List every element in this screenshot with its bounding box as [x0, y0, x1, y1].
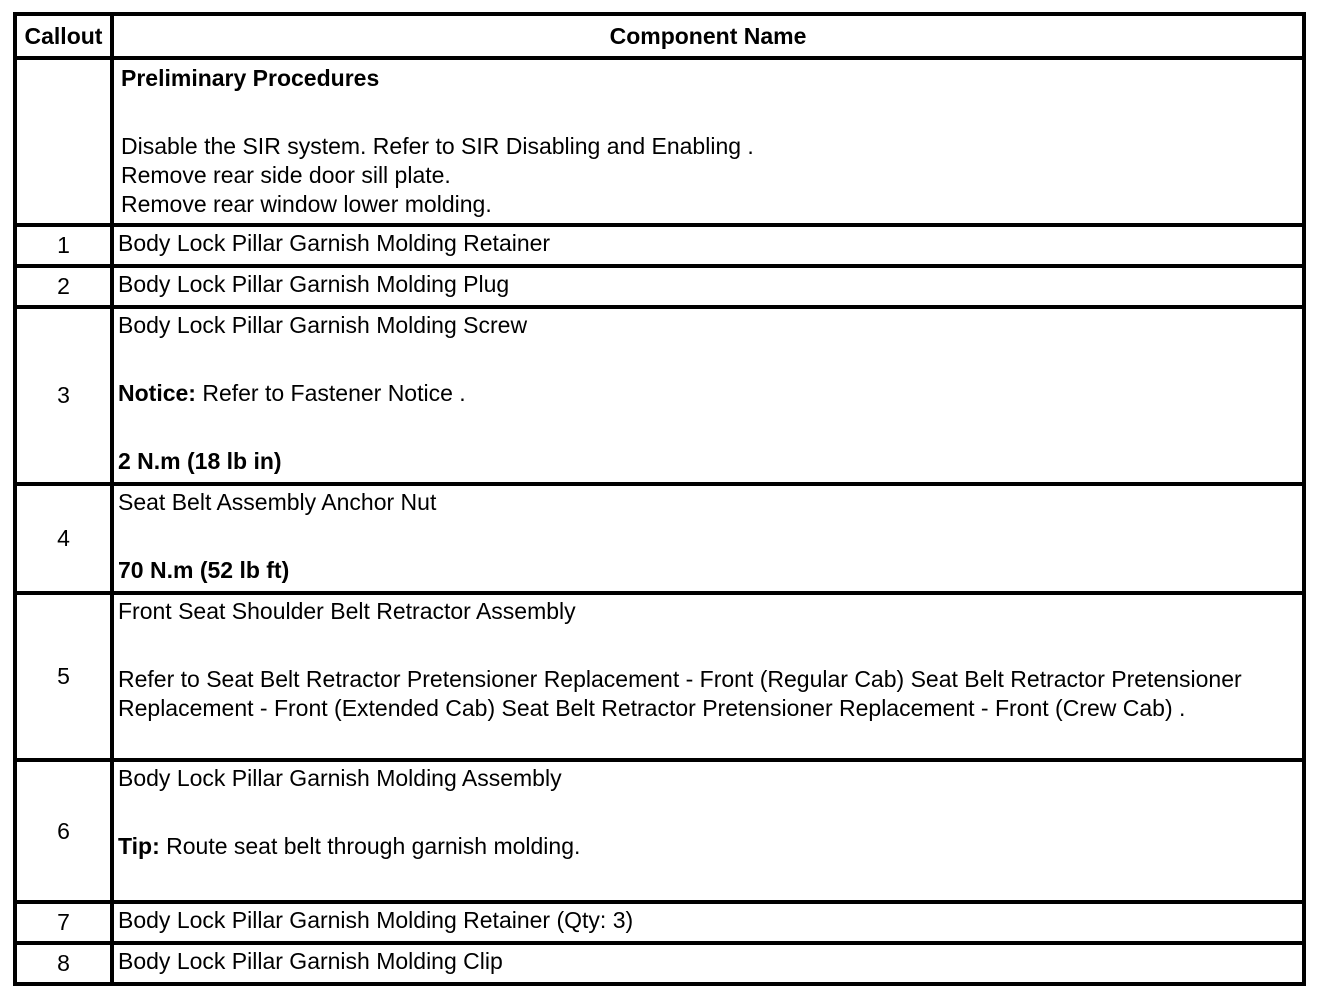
- callout-number: 4: [15, 484, 112, 593]
- component-cell: [112, 484, 1304, 593]
- callout-number: 5: [15, 593, 112, 760]
- callout-number: 3: [15, 307, 112, 484]
- component-name: Seat Belt Assembly Anchor Nut: [118, 489, 437, 515]
- component-name-header: Component Name: [112, 14, 1304, 58]
- preliminary-callout-cell: [15, 58, 112, 225]
- component-name: Body Lock Pillar Garnish Molding Plug: [112, 266, 1304, 307]
- component-name: Body Lock Pillar Garnish Molding Assembly: [118, 765, 562, 791]
- tip-text: Route seat belt through garnish molding.: [159, 833, 581, 859]
- tip-line: [118, 832, 1302, 861]
- components-table: [13, 12, 1306, 986]
- table-row: [15, 225, 1304, 266]
- component-cell: [112, 760, 1304, 902]
- component-cell: [112, 593, 1304, 760]
- component-name: Body Lock Pillar Garnish Molding Retainer: [112, 225, 1304, 266]
- torque-spec: 70 N.m (52 lb ft): [118, 557, 290, 583]
- component-name: Body Lock Pillar Garnish Molding Clip: [112, 943, 1304, 984]
- preliminary-cell: [112, 58, 1304, 225]
- notice-label: Notice:: [118, 380, 196, 406]
- callout-number: 8: [15, 943, 112, 984]
- preliminary-step: Disable the SIR system. Refer to SIR Disabling and Enabling .: [121, 133, 754, 159]
- callout-header: Callout: [15, 14, 112, 58]
- table-row: [15, 484, 1304, 593]
- table-row: [15, 760, 1304, 902]
- table-row: [15, 902, 1304, 943]
- reference-note: Refer to Seat Belt Retractor Pretensioner Replacement - Front (Regular Cab) Seat Belt Retractor Pretensioner Replacement - Front (Extended Cab) Seat Belt Retractor Pretensioner Replacement - Front (Crew Cab) .: [118, 666, 1242, 721]
- table-row: [15, 593, 1304, 760]
- callout-number: 1: [15, 225, 112, 266]
- preliminary-title: Preliminary Procedures: [121, 65, 380, 91]
- callout-number: 6: [15, 760, 112, 902]
- table-row: [15, 307, 1304, 484]
- component-cell: [112, 307, 1304, 484]
- component-name: Body Lock Pillar Garnish Molding Retainer (Qty: 3): [112, 902, 1304, 943]
- preliminary-step: Remove rear side door sill plate.: [121, 162, 451, 188]
- table-row: [15, 943, 1304, 984]
- notice-text: Refer to Fastener Notice .: [195, 380, 466, 406]
- component-name: Body Lock Pillar Garnish Molding Screw: [118, 312, 528, 338]
- torque-spec: 2 N.m (18 lb in): [118, 448, 282, 474]
- header-row: [15, 14, 1304, 58]
- tip-label: Tip:: [118, 833, 160, 859]
- notice-line: [118, 379, 1302, 408]
- preliminary-row: [15, 58, 1304, 225]
- callout-number: 7: [15, 902, 112, 943]
- table-row: [15, 266, 1304, 307]
- component-name: Front Seat Shoulder Belt Retractor Assembly: [118, 598, 576, 624]
- preliminary-step: Remove rear window lower molding.: [121, 191, 492, 217]
- callout-number: 2: [15, 266, 112, 307]
